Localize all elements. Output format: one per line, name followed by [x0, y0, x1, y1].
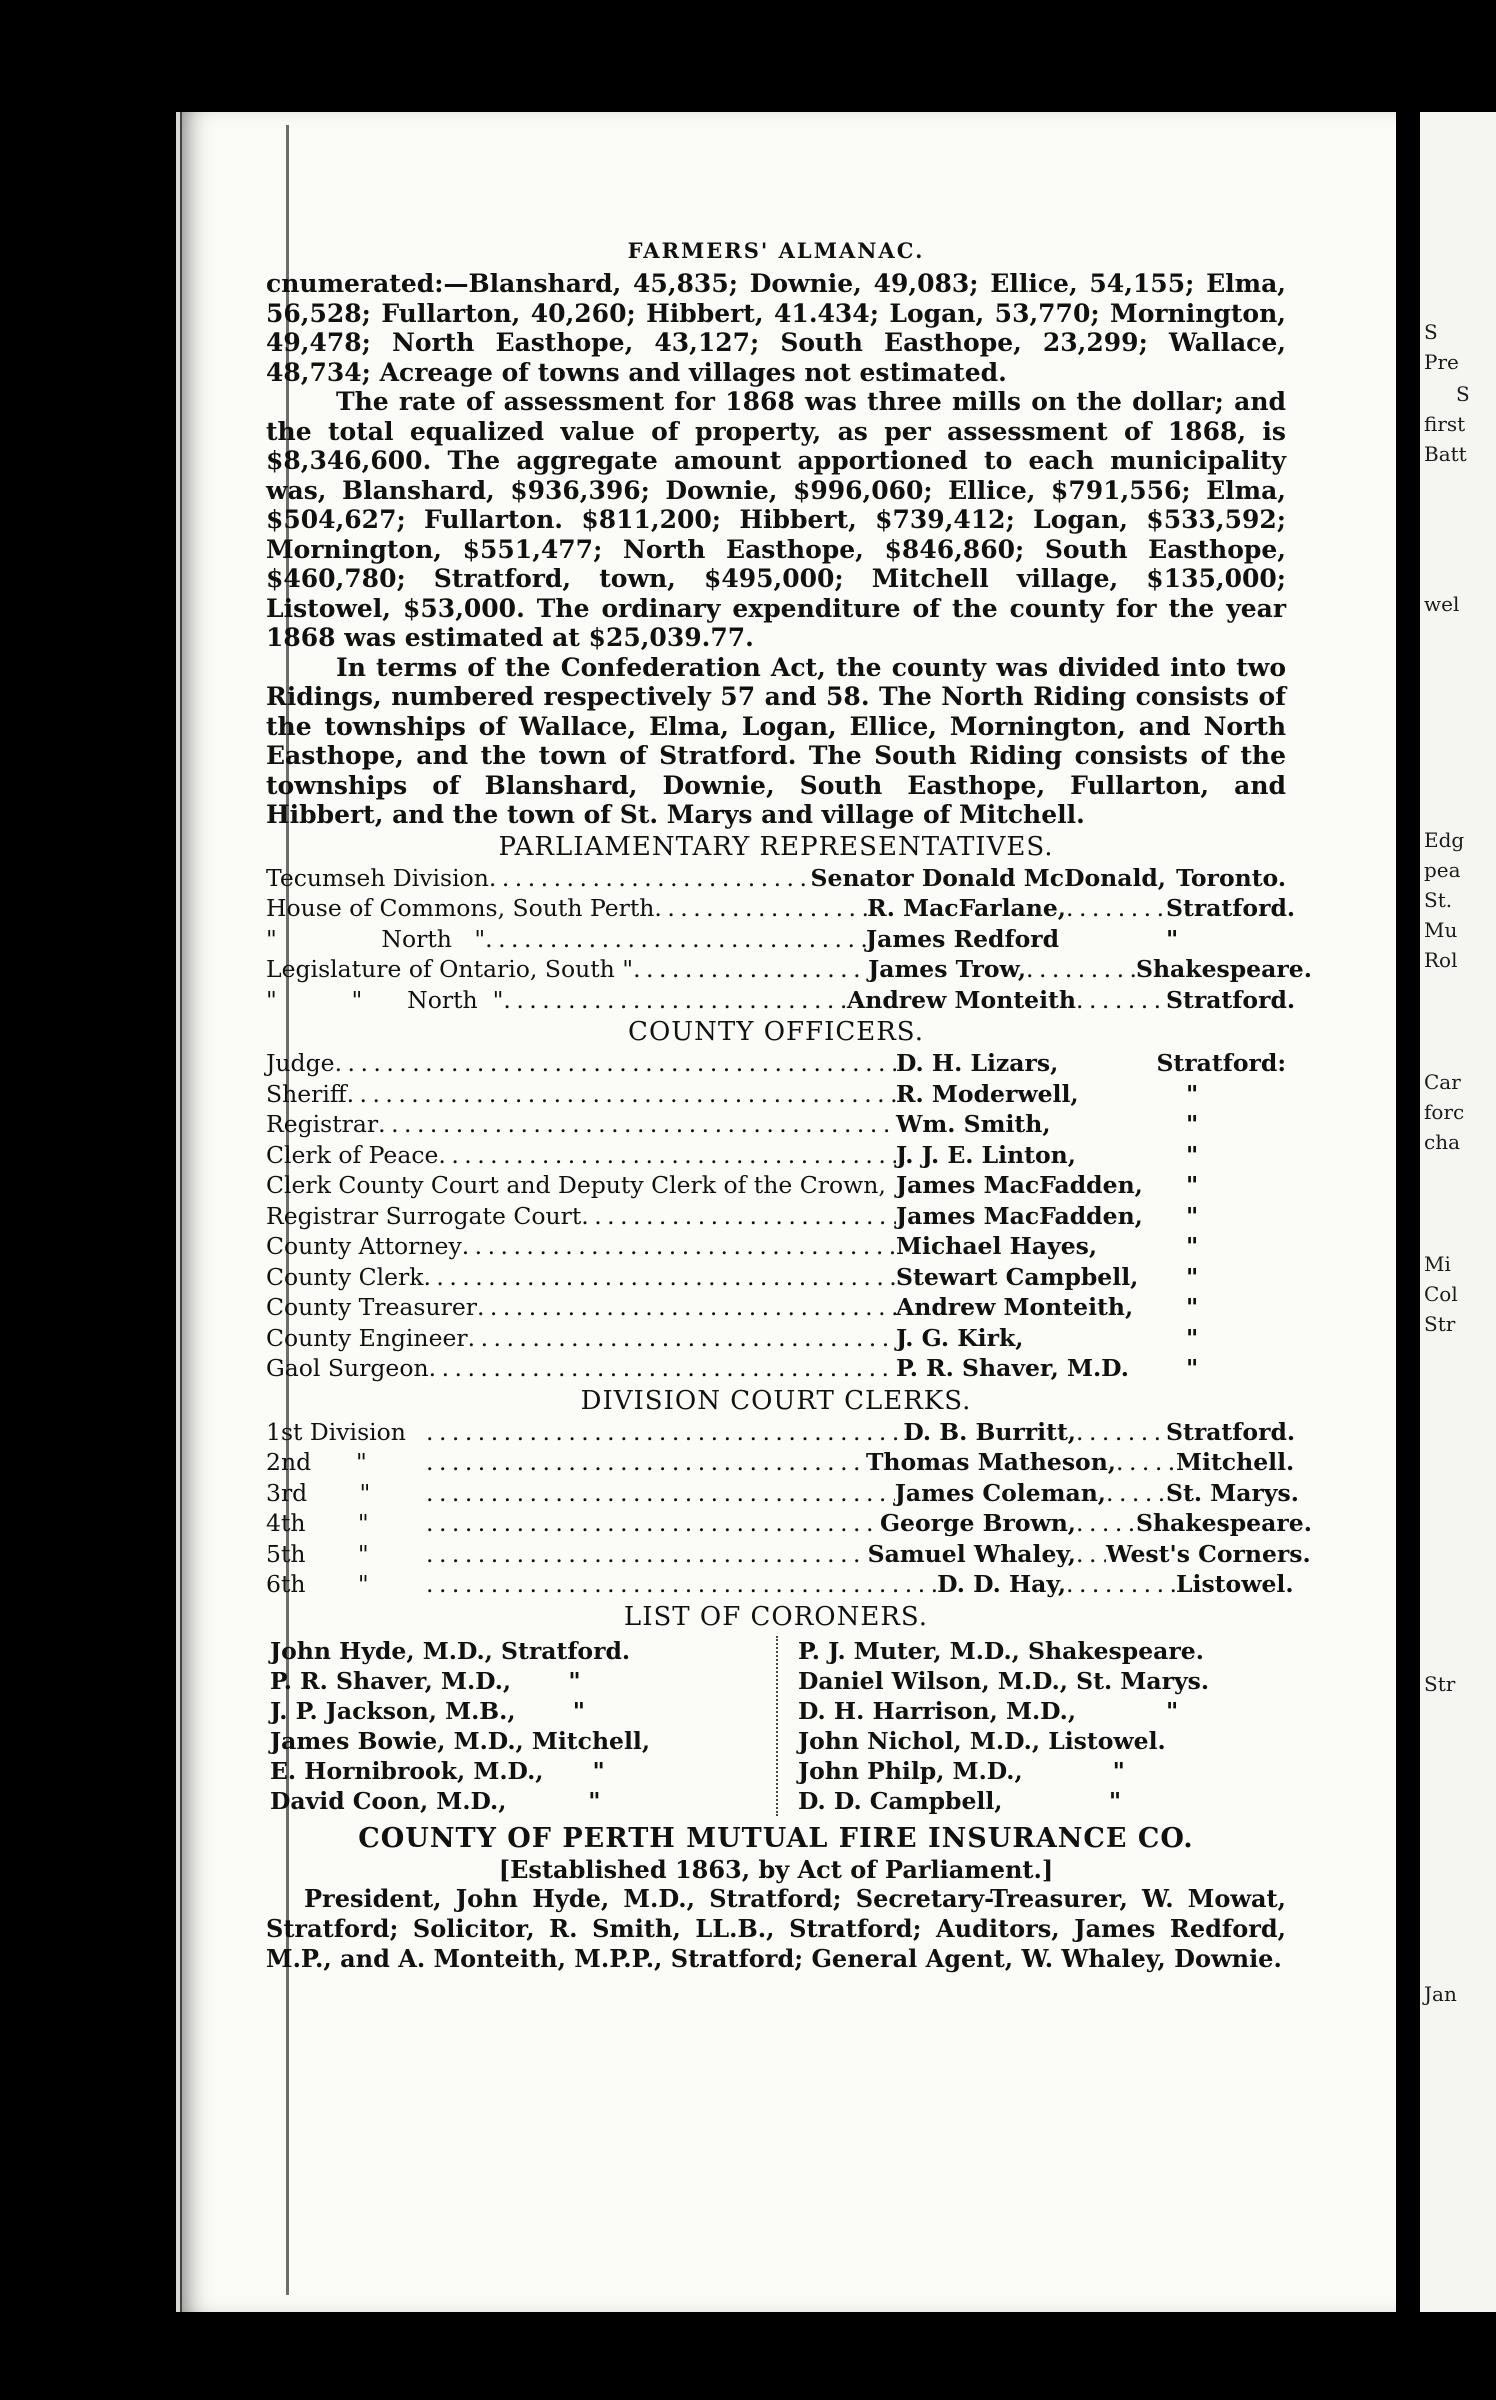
office-label: Gaol Surgeon	[266, 1354, 429, 1382]
section-title-division-court: DIVISION COURT CLERKS.	[580, 1385, 972, 1416]
list-row	[266, 1539, 1311, 1570]
list-row	[266, 1569, 1294, 1600]
section-title-county-officers: COUNTY OFFICERS.	[628, 1017, 924, 1047]
holder-place: Shakespeare.	[1136, 1509, 1312, 1537]
holder-name: J. J. E. Linton,	[896, 1140, 1076, 1169]
list-row	[266, 1262, 1286, 1293]
office-label: Clerk County Court and Deputy Clerk of the Crown,	[266, 1171, 886, 1199]
paragraph-enumeration: cnumerated:—Blanshard, 45,835; Downie, 49,083; Ellice, 54,155; Elma, 56,528; Fullarton, 40,260; Hibbert, 41.434; Logan, 53,770; Mornington, 49,478; North Easthope, 43,127; South Easthope, 23,299; Wallace, 48,734; Acreage of towns and villages not estimated.	[266, 269, 1286, 387]
office-label: House of Commons, South Perth	[266, 894, 655, 922]
office-label: Legislature of Ontario, South "	[266, 955, 634, 983]
holder-name: Stewart Campbell,	[896, 1262, 1139, 1291]
section-title-parliamentary: PARLIAMENTARY REPRESENTATIVES.	[498, 831, 1054, 862]
county-officers-list	[266, 1048, 1286, 1384]
adjacent-fragment: Mi	[1424, 1252, 1451, 1276]
coroners-list	[266, 1636, 1286, 1816]
office-label: County Clerk	[266, 1262, 424, 1291]
holder-place: "	[1186, 1262, 1199, 1291]
office-label: " North "	[266, 924, 486, 953]
adjacent-fragment: Col	[1424, 1282, 1458, 1306]
adjacent-fragment: Str	[1424, 1312, 1456, 1336]
adjacent-fragment: Mu	[1424, 918, 1458, 942]
holder-place: "	[1186, 1140, 1199, 1169]
insurance-title: COUNTY OF PERTH MUTUAL FIRE INSURANCE CO.	[358, 1822, 1194, 1854]
list-row	[266, 924, 1286, 955]
holder-name: James MacFadden,	[896, 1171, 1143, 1199]
holder-place: "	[1186, 1354, 1199, 1382]
holder-name: Michael Hayes,	[896, 1232, 1098, 1260]
holder-name: Senator Donald McDonald,	[810, 863, 1166, 892]
section-title-coroners: LIST OF CORONERS.	[623, 1601, 929, 1632]
holder-name: D. B. Burritt,	[903, 1417, 1076, 1446]
holder-name: J. G. Kirk,	[896, 1323, 1024, 1352]
adjacent-fragment: Pre	[1424, 350, 1459, 374]
office-label: Registrar Surrogate Court	[266, 1201, 582, 1230]
adjacent-fragment: S	[1456, 382, 1470, 406]
holder-name: James Trow,	[868, 955, 1026, 983]
office-label: County Treasurer	[266, 1293, 477, 1321]
holder-name: P. R. Shaver, M.D.	[896, 1354, 1129, 1382]
holder-name: Samuel Whaley,	[867, 1539, 1076, 1568]
list-row	[266, 1417, 1296, 1448]
list-row	[266, 1048, 1286, 1079]
adjacent-fragment: S	[1424, 320, 1438, 344]
list-row	[266, 985, 1296, 1016]
list-item: E. Hornibrook, M.D., "	[270, 1756, 605, 1785]
list-row	[266, 1170, 1286, 1201]
list-row	[266, 863, 1286, 894]
office-label: Sheriff	[266, 1079, 347, 1108]
list-row	[266, 1079, 1286, 1110]
list-item: John Nichol, M.D., Listowel.	[798, 1726, 1166, 1755]
holder-name: Thomas Matheson,	[865, 1448, 1116, 1476]
holder-place: "	[1186, 1079, 1199, 1108]
holder-name: James MacFadden,	[896, 1201, 1143, 1230]
adjacent-fragment: wel	[1424, 592, 1460, 616]
office-label: Judge	[266, 1049, 335, 1077]
adjacent-fragment: cha	[1424, 1130, 1461, 1154]
holder-place: Shakespeare.	[1136, 955, 1312, 983]
adjacent-fragment: first	[1424, 412, 1466, 436]
list-row	[266, 1353, 1286, 1384]
list-row	[266, 954, 1312, 985]
office-label: Tecumseh Division	[266, 863, 489, 892]
adjacent-fragment: Str	[1424, 1672, 1456, 1696]
coroners-column-left	[266, 1636, 776, 1816]
holder-place: Stratford.	[1166, 985, 1296, 1014]
list-item: James Bowie, M.D., Mitchell,	[270, 1726, 651, 1755]
holder-name: R. MacFarlane,	[867, 894, 1066, 922]
page-content	[266, 238, 1312, 1974]
running-header: FARMERS' ALMANAC.	[627, 238, 925, 263]
adjacent-fragment: St.	[1424, 888, 1453, 912]
holder-name: James Coleman,	[894, 1478, 1106, 1507]
holder-place: Stratford.	[1166, 894, 1296, 922]
adjacent-fragment: Rol	[1424, 948, 1458, 972]
office-label: 2nd "	[266, 1448, 367, 1476]
insurance-officers: President, John Hyde, M.D., Stratford; Secretary-Treasurer, W. Mowat, Stratford; Solicitor, R. Smith, LL.B., Stratford; Auditors, James Redford, M.P., and A. Monteith, M.P.P., Stratford; General Agent, W. Whaley, Downie.	[266, 1883, 1286, 1973]
list-item: P. R. Shaver, M.D., "	[270, 1666, 581, 1695]
holder-place: "	[1186, 1323, 1199, 1352]
holder-name: Andrew Monteith	[847, 985, 1076, 1014]
office-label: 6th "	[266, 1570, 369, 1598]
division-court-list	[266, 1417, 1312, 1600]
adjacent-fragment: Car	[1424, 1070, 1461, 1094]
holder-place: Stratford.	[1166, 1417, 1296, 1446]
list-item: J. P. Jackson, M.B., "	[270, 1696, 586, 1725]
holder-place: Stratford:	[1156, 1049, 1286, 1077]
holder-place: St. Marys.	[1166, 1478, 1299, 1507]
office-label: Clerk of Peace	[266, 1140, 439, 1169]
holder-place: "	[1186, 1110, 1199, 1138]
paragraph-assessment: The rate of assessment for 1868 was three mills on the dollar; and the total equalized value of property, as per assessment of 1868, is $8,346,600. The aggregate amount apportioned to each municipality was, Blanshard, $936,396; Downie, $996,060; Ellice, $791,556; Elma, $504,627; Fullarton. $811,200; Hibbert, $739,412; Logan, $533,592; Mornington, $551,477; North Easthope, $846,860; South Easthope, $460,780; Stratford, town, $495,000; Mitchell village, $135,000; Listowel, $53,000. The ordinary expenditure of the county for the year 1868 was estimated at $25,039.77.	[266, 387, 1286, 652]
holder-name: Wm. Smith,	[896, 1110, 1051, 1138]
holder-name: Andrew Monteith,	[896, 1293, 1134, 1321]
adjacent-fragment: forc	[1424, 1100, 1465, 1124]
office-label: " " North "	[266, 985, 504, 1014]
office-label: Registrar	[266, 1110, 379, 1138]
office-label: 5th "	[266, 1539, 369, 1568]
office-label: County Engineer	[266, 1323, 468, 1352]
holder-name: D. D. Hay,	[937, 1570, 1066, 1598]
holder-place: "	[1186, 1232, 1199, 1260]
list-row	[266, 1447, 1295, 1478]
list-row	[266, 1508, 1312, 1539]
list-item: D. H. Harrison, M.D., "	[798, 1696, 1179, 1725]
adjacent-fragment: pea	[1424, 858, 1461, 882]
list-row	[266, 1140, 1286, 1171]
office-label: 4th "	[266, 1509, 369, 1537]
holder-place: "	[1186, 1171, 1199, 1199]
list-row	[266, 1231, 1286, 1262]
page-edge-left	[180, 112, 182, 2312]
list-row	[266, 893, 1296, 924]
list-row	[266, 1292, 1286, 1323]
adjacent-fragment: Jan	[1424, 1982, 1457, 2006]
holder-name: R. Moderwell,	[896, 1079, 1079, 1108]
holder-place: Mitchell.	[1176, 1448, 1295, 1476]
list-row	[266, 1201, 1286, 1232]
list-item: David Coon, M.D., "	[270, 1786, 601, 1815]
parliamentary-list	[266, 863, 1312, 1016]
adjacent-fragment: Batt	[1424, 442, 1467, 466]
insurance-established: [Established 1863, by Act of Parliament.]	[498, 1854, 1054, 1884]
list-item: John Hyde, M.D., Stratford.	[270, 1636, 631, 1665]
coroners-column-right	[776, 1636, 1286, 1816]
list-row	[266, 1323, 1286, 1354]
holder-place: Toronto.	[1176, 863, 1286, 892]
office-label: 3rd "	[266, 1478, 371, 1507]
holder-place: "	[1166, 924, 1179, 953]
page-gap	[1396, 112, 1420, 2312]
holder-place: Listowel.	[1176, 1570, 1294, 1598]
holder-place: "	[1186, 1201, 1199, 1230]
paragraph-ridings: In terms of the Confederation Act, the county was divided into two Ridings, numbered respectively 57 and 58. The North Riding consists of the townships of Wallace, Elma, Logan, Ellice, Mornington, and North Easthope, and the town of Stratford. The South Riding consists of the townships of Blanshard, Downie, South Easthope, Fullarton, and Hibbert, and the town of St. Marys and village of Mitchell.	[266, 652, 1286, 829]
list-row	[266, 1478, 1299, 1509]
holder-name: D. H. Lizars,	[896, 1049, 1059, 1077]
list-row	[266, 1109, 1286, 1140]
list-item: P. J. Muter, M.D., Shakespeare.	[798, 1636, 1204, 1665]
adjacent-fragment: Edg	[1424, 828, 1465, 852]
holder-place: "	[1186, 1293, 1199, 1321]
holder-place: West's Corners.	[1106, 1539, 1311, 1568]
list-item: John Philp, M.D., "	[798, 1756, 1125, 1785]
list-item: Daniel Wilson, M.D., St. Marys.	[798, 1666, 1210, 1695]
office-label: County Attorney	[266, 1232, 462, 1260]
holder-name: George Brown,	[879, 1509, 1076, 1537]
list-item: D. D. Campbell, "	[798, 1786, 1122, 1815]
office-label: 1st Division	[266, 1417, 406, 1446]
holder-name: James Redford	[866, 924, 1060, 953]
